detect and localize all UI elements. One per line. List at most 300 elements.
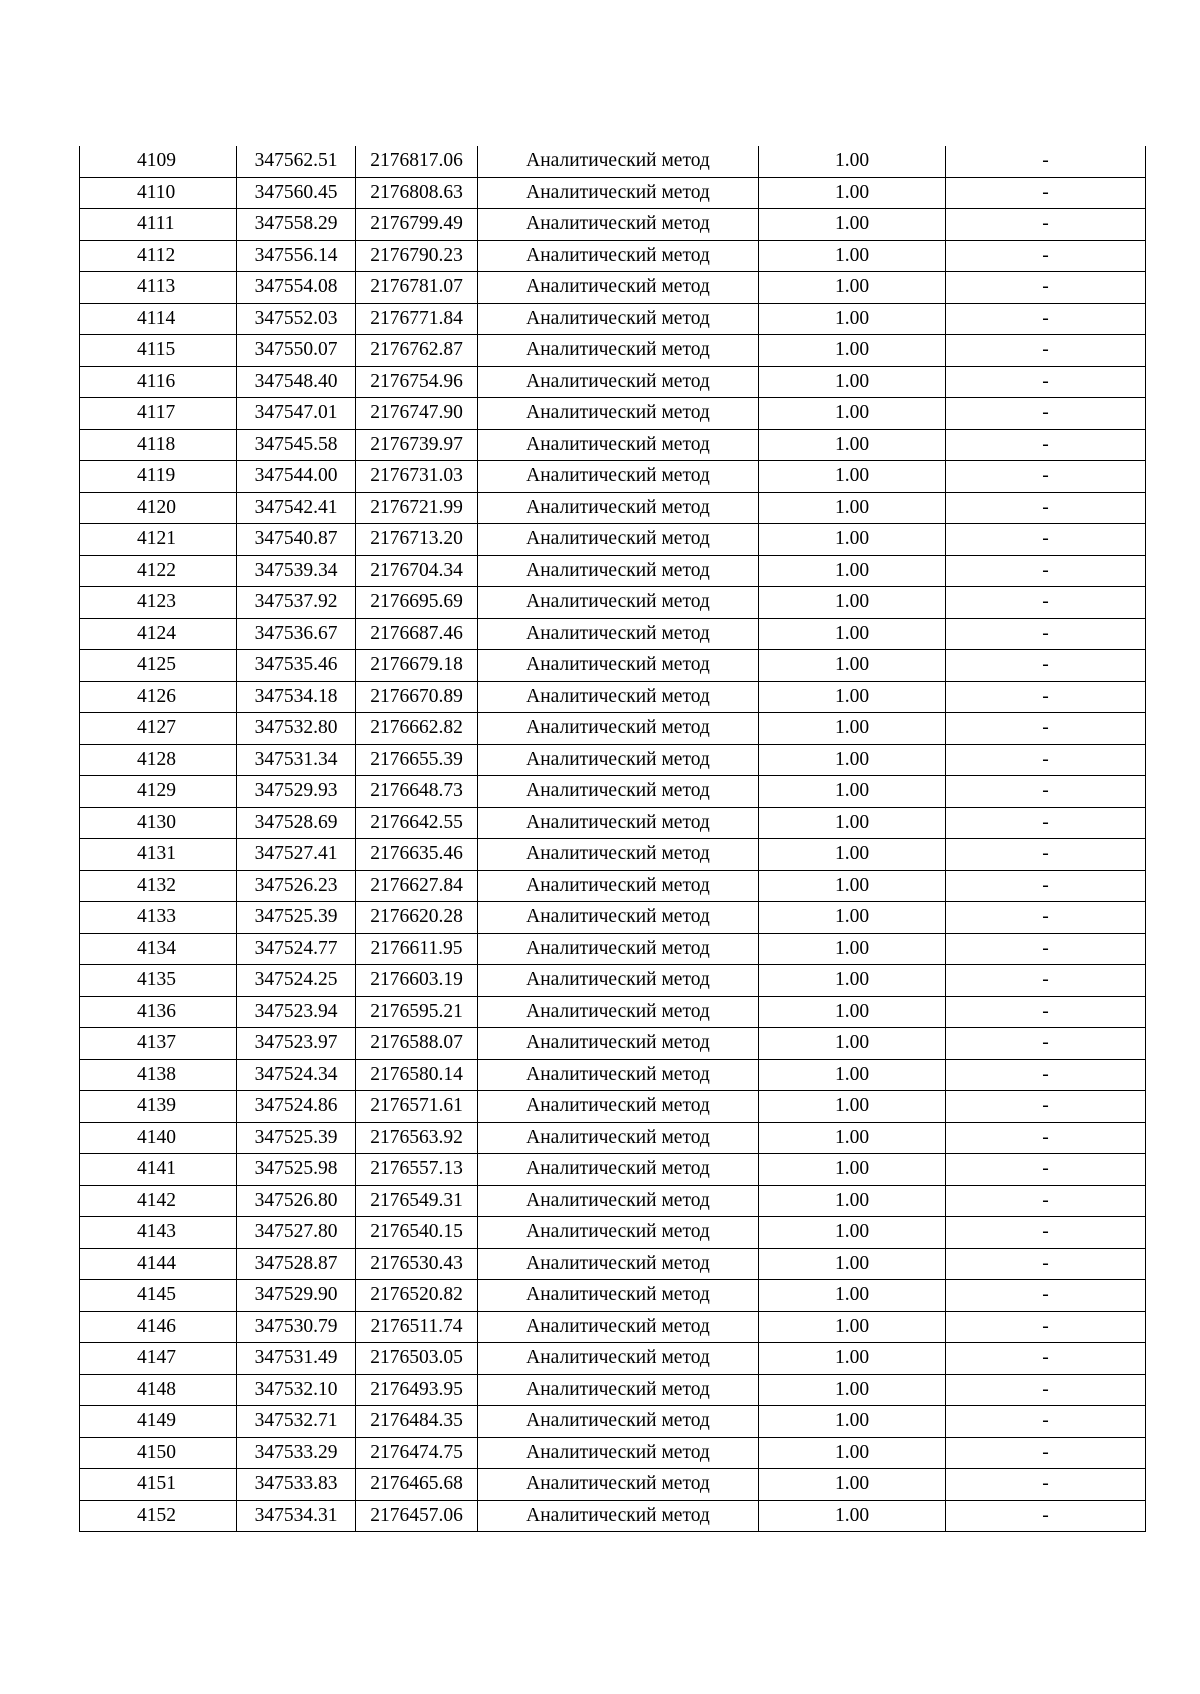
- point-number-cell: 4119: [80, 461, 237, 493]
- precision-cell: 1.00: [759, 1374, 946, 1406]
- note-cell: -: [946, 1185, 1146, 1217]
- method-cell: Аналитический метод: [478, 461, 759, 493]
- note-cell: -: [946, 587, 1146, 619]
- note-cell: -: [946, 335, 1146, 367]
- x-coordinate-cell: 347527.80: [237, 1217, 356, 1249]
- precision-cell: 1.00: [759, 870, 946, 902]
- precision-cell: 1.00: [759, 1091, 946, 1123]
- note-cell: -: [946, 1028, 1146, 1060]
- note-cell: -: [946, 146, 1146, 177]
- point-number-cell: 4121: [80, 524, 237, 556]
- x-coordinate-cell: 347562.51: [237, 146, 356, 177]
- y-coordinate-cell: 2176503.05: [356, 1343, 478, 1375]
- note-cell: -: [946, 177, 1146, 209]
- precision-cell: 1.00: [759, 1217, 946, 1249]
- method-cell: Аналитический метод: [478, 1122, 759, 1154]
- precision-cell: 1.00: [759, 461, 946, 493]
- note-cell: -: [946, 461, 1146, 493]
- precision-cell: 1.00: [759, 272, 946, 304]
- note-cell: -: [946, 429, 1146, 461]
- method-cell: Аналитический метод: [478, 1154, 759, 1186]
- note-cell: -: [946, 555, 1146, 587]
- point-number-cell: 4120: [80, 492, 237, 524]
- note-cell: -: [946, 839, 1146, 871]
- precision-cell: 1.00: [759, 366, 946, 398]
- table-row: [80, 870, 1146, 902]
- y-coordinate-cell: 2176799.49: [356, 209, 478, 241]
- point-number-cell: 4122: [80, 555, 237, 587]
- note-cell: -: [946, 272, 1146, 304]
- table-row: [80, 1500, 1146, 1532]
- precision-cell: 1.00: [759, 650, 946, 682]
- table-row: [80, 524, 1146, 556]
- point-number-cell: 4109: [80, 146, 237, 177]
- point-number-cell: 4116: [80, 366, 237, 398]
- method-cell: Аналитический метод: [478, 681, 759, 713]
- point-number-cell: 4115: [80, 335, 237, 367]
- note-cell: -: [946, 1154, 1146, 1186]
- y-coordinate-cell: 2176557.13: [356, 1154, 478, 1186]
- method-cell: Аналитический метод: [478, 965, 759, 997]
- point-number-cell: 4146: [80, 1311, 237, 1343]
- y-coordinate-cell: 2176642.55: [356, 807, 478, 839]
- table-row: [80, 587, 1146, 619]
- note-cell: -: [946, 776, 1146, 808]
- x-coordinate-cell: 347523.94: [237, 996, 356, 1028]
- precision-cell: 1.00: [759, 744, 946, 776]
- x-coordinate-cell: 347539.34: [237, 555, 356, 587]
- method-cell: Аналитический метод: [478, 1500, 759, 1532]
- x-coordinate-cell: 347525.39: [237, 902, 356, 934]
- precision-cell: 1.00: [759, 303, 946, 335]
- method-cell: Аналитический метод: [478, 1091, 759, 1123]
- method-cell: Аналитический метод: [478, 555, 759, 587]
- method-cell: Аналитический метод: [478, 335, 759, 367]
- table-row: [80, 429, 1146, 461]
- x-coordinate-cell: 347529.93: [237, 776, 356, 808]
- method-cell: Аналитический метод: [478, 902, 759, 934]
- table-row: [80, 1437, 1146, 1469]
- table-row: [80, 713, 1146, 745]
- point-number-cell: 4151: [80, 1469, 237, 1501]
- note-cell: -: [946, 1217, 1146, 1249]
- precision-cell: 1.00: [759, 933, 946, 965]
- table-row: [80, 1185, 1146, 1217]
- point-number-cell: 4118: [80, 429, 237, 461]
- y-coordinate-cell: 2176754.96: [356, 366, 478, 398]
- table-row: [80, 1154, 1146, 1186]
- point-number-cell: 4138: [80, 1059, 237, 1091]
- method-cell: Аналитический метод: [478, 429, 759, 461]
- table-row: [80, 209, 1146, 241]
- note-cell: -: [946, 366, 1146, 398]
- note-cell: -: [946, 1374, 1146, 1406]
- precision-cell: 1.00: [759, 1343, 946, 1375]
- precision-cell: 1.00: [759, 1406, 946, 1438]
- y-coordinate-cell: 2176484.35: [356, 1406, 478, 1438]
- x-coordinate-cell: 347552.03: [237, 303, 356, 335]
- method-cell: Аналитический метод: [478, 1374, 759, 1406]
- x-coordinate-cell: 347530.79: [237, 1311, 356, 1343]
- x-coordinate-cell: 347540.87: [237, 524, 356, 556]
- table-row: [80, 1059, 1146, 1091]
- precision-cell: 1.00: [759, 776, 946, 808]
- y-coordinate-cell: 2176493.95: [356, 1374, 478, 1406]
- y-coordinate-cell: 2176695.69: [356, 587, 478, 619]
- note-cell: -: [946, 1059, 1146, 1091]
- coordinates-table: [79, 146, 1146, 1532]
- x-coordinate-cell: 347524.25: [237, 965, 356, 997]
- point-number-cell: 4139: [80, 1091, 237, 1123]
- x-coordinate-cell: 347526.23: [237, 870, 356, 902]
- y-coordinate-cell: 2176648.73: [356, 776, 478, 808]
- y-coordinate-cell: 2176655.39: [356, 744, 478, 776]
- method-cell: Аналитический метод: [478, 1217, 759, 1249]
- y-coordinate-cell: 2176731.03: [356, 461, 478, 493]
- y-coordinate-cell: 2176662.82: [356, 713, 478, 745]
- method-cell: Аналитический метод: [478, 1059, 759, 1091]
- point-number-cell: 4149: [80, 1406, 237, 1438]
- precision-cell: 1.00: [759, 965, 946, 997]
- coordinates-table-body: [80, 146, 1146, 1532]
- point-number-cell: 4140: [80, 1122, 237, 1154]
- method-cell: Аналитический метод: [478, 1469, 759, 1501]
- precision-cell: 1.00: [759, 807, 946, 839]
- method-cell: Аналитический метод: [478, 1280, 759, 1312]
- point-number-cell: 4114: [80, 303, 237, 335]
- x-coordinate-cell: 347524.86: [237, 1091, 356, 1123]
- method-cell: Аналитический метод: [478, 177, 759, 209]
- method-cell: Аналитический метод: [478, 492, 759, 524]
- method-cell: Аналитический метод: [478, 776, 759, 808]
- note-cell: -: [946, 681, 1146, 713]
- y-coordinate-cell: 2176679.18: [356, 650, 478, 682]
- point-number-cell: 4126: [80, 681, 237, 713]
- precision-cell: 1.00: [759, 240, 946, 272]
- point-number-cell: 4128: [80, 744, 237, 776]
- method-cell: Аналитический метод: [478, 1406, 759, 1438]
- table-row: [80, 965, 1146, 997]
- method-cell: Аналитический метод: [478, 744, 759, 776]
- y-coordinate-cell: 2176627.84: [356, 870, 478, 902]
- table-row: [80, 146, 1146, 177]
- table-row: [80, 335, 1146, 367]
- method-cell: Аналитический метод: [478, 839, 759, 871]
- y-coordinate-cell: 2176739.97: [356, 429, 478, 461]
- x-coordinate-cell: 347537.92: [237, 587, 356, 619]
- table-row: [80, 1122, 1146, 1154]
- method-cell: Аналитический метод: [478, 933, 759, 965]
- method-cell: Аналитический метод: [478, 996, 759, 1028]
- precision-cell: 1.00: [759, 1280, 946, 1312]
- method-cell: Аналитический метод: [478, 1437, 759, 1469]
- x-coordinate-cell: 347533.83: [237, 1469, 356, 1501]
- method-cell: Аналитический метод: [478, 1343, 759, 1375]
- x-coordinate-cell: 347531.49: [237, 1343, 356, 1375]
- table-row: [80, 366, 1146, 398]
- x-coordinate-cell: 347535.46: [237, 650, 356, 682]
- note-cell: -: [946, 209, 1146, 241]
- precision-cell: 1.00: [759, 587, 946, 619]
- point-number-cell: 4137: [80, 1028, 237, 1060]
- table-row: [80, 1091, 1146, 1123]
- x-coordinate-cell: 347524.77: [237, 933, 356, 965]
- note-cell: -: [946, 650, 1146, 682]
- x-coordinate-cell: 347536.67: [237, 618, 356, 650]
- table-row: [80, 1343, 1146, 1375]
- x-coordinate-cell: 347558.29: [237, 209, 356, 241]
- y-coordinate-cell: 2176771.84: [356, 303, 478, 335]
- y-coordinate-cell: 2176549.31: [356, 1185, 478, 1217]
- point-number-cell: 4113: [80, 272, 237, 304]
- point-number-cell: 4131: [80, 839, 237, 871]
- precision-cell: 1.00: [759, 1248, 946, 1280]
- point-number-cell: 4129: [80, 776, 237, 808]
- table-row: [80, 555, 1146, 587]
- method-cell: Аналитический метод: [478, 618, 759, 650]
- x-coordinate-cell: 347526.80: [237, 1185, 356, 1217]
- precision-cell: 1.00: [759, 492, 946, 524]
- y-coordinate-cell: 2176635.46: [356, 839, 478, 871]
- note-cell: -: [946, 744, 1146, 776]
- point-number-cell: 4111: [80, 209, 237, 241]
- note-cell: -: [946, 1248, 1146, 1280]
- note-cell: -: [946, 1280, 1146, 1312]
- x-coordinate-cell: 347556.14: [237, 240, 356, 272]
- table-row: [80, 933, 1146, 965]
- table-row: [80, 839, 1146, 871]
- table-row: [80, 240, 1146, 272]
- note-cell: -: [946, 902, 1146, 934]
- method-cell: Аналитический метод: [478, 1311, 759, 1343]
- y-coordinate-cell: 2176762.87: [356, 335, 478, 367]
- y-coordinate-cell: 2176704.34: [356, 555, 478, 587]
- method-cell: Аналитический метод: [478, 209, 759, 241]
- point-number-cell: 4150: [80, 1437, 237, 1469]
- table-row: [80, 398, 1146, 430]
- note-cell: -: [946, 933, 1146, 965]
- y-coordinate-cell: 2176580.14: [356, 1059, 478, 1091]
- point-number-cell: 4136: [80, 996, 237, 1028]
- y-coordinate-cell: 2176603.19: [356, 965, 478, 997]
- point-number-cell: 4134: [80, 933, 237, 965]
- x-coordinate-cell: 347554.08: [237, 272, 356, 304]
- table-row: [80, 744, 1146, 776]
- method-cell: Аналитический метод: [478, 870, 759, 902]
- method-cell: Аналитический метод: [478, 303, 759, 335]
- x-coordinate-cell: 347525.98: [237, 1154, 356, 1186]
- precision-cell: 1.00: [759, 618, 946, 650]
- precision-cell: 1.00: [759, 524, 946, 556]
- table-row: [80, 1374, 1146, 1406]
- x-coordinate-cell: 347527.41: [237, 839, 356, 871]
- x-coordinate-cell: 347531.34: [237, 744, 356, 776]
- y-coordinate-cell: 2176611.95: [356, 933, 478, 965]
- precision-cell: 1.00: [759, 1500, 946, 1532]
- method-cell: Аналитический метод: [478, 587, 759, 619]
- y-coordinate-cell: 2176465.68: [356, 1469, 478, 1501]
- precision-cell: 1.00: [759, 1122, 946, 1154]
- method-cell: Аналитический метод: [478, 398, 759, 430]
- precision-cell: 1.00: [759, 1469, 946, 1501]
- point-number-cell: 4133: [80, 902, 237, 934]
- note-cell: -: [946, 870, 1146, 902]
- x-coordinate-cell: 347529.90: [237, 1280, 356, 1312]
- y-coordinate-cell: 2176520.82: [356, 1280, 478, 1312]
- note-cell: -: [946, 524, 1146, 556]
- table-row: [80, 1280, 1146, 1312]
- x-coordinate-cell: 347547.01: [237, 398, 356, 430]
- precision-cell: 1.00: [759, 902, 946, 934]
- y-coordinate-cell: 2176620.28: [356, 902, 478, 934]
- point-number-cell: 4135: [80, 965, 237, 997]
- y-coordinate-cell: 2176808.63: [356, 177, 478, 209]
- note-cell: -: [946, 713, 1146, 745]
- x-coordinate-cell: 347532.10: [237, 1374, 356, 1406]
- precision-cell: 1.00: [759, 1154, 946, 1186]
- point-number-cell: 4123: [80, 587, 237, 619]
- y-coordinate-cell: 2176781.07: [356, 272, 478, 304]
- y-coordinate-cell: 2176563.92: [356, 1122, 478, 1154]
- x-coordinate-cell: 347524.34: [237, 1059, 356, 1091]
- y-coordinate-cell: 2176817.06: [356, 146, 478, 177]
- point-number-cell: 4144: [80, 1248, 237, 1280]
- table-row: [80, 650, 1146, 682]
- y-coordinate-cell: 2176474.75: [356, 1437, 478, 1469]
- precision-cell: 1.00: [759, 555, 946, 587]
- note-cell: -: [946, 618, 1146, 650]
- point-number-cell: 4117: [80, 398, 237, 430]
- point-number-cell: 4132: [80, 870, 237, 902]
- note-cell: -: [946, 398, 1146, 430]
- precision-cell: 1.00: [759, 1185, 946, 1217]
- point-number-cell: 4152: [80, 1500, 237, 1532]
- note-cell: -: [946, 1091, 1146, 1123]
- precision-cell: 1.00: [759, 996, 946, 1028]
- y-coordinate-cell: 2176747.90: [356, 398, 478, 430]
- point-number-cell: 4112: [80, 240, 237, 272]
- x-coordinate-cell: 347542.41: [237, 492, 356, 524]
- note-cell: -: [946, 996, 1146, 1028]
- precision-cell: 1.00: [759, 1059, 946, 1091]
- x-coordinate-cell: 347525.39: [237, 1122, 356, 1154]
- method-cell: Аналитический метод: [478, 524, 759, 556]
- precision-cell: 1.00: [759, 1437, 946, 1469]
- y-coordinate-cell: 2176457.06: [356, 1500, 478, 1532]
- note-cell: -: [946, 807, 1146, 839]
- precision-cell: 1.00: [759, 146, 946, 177]
- y-coordinate-cell: 2176571.61: [356, 1091, 478, 1123]
- table-row: [80, 492, 1146, 524]
- x-coordinate-cell: 347532.71: [237, 1406, 356, 1438]
- table-row: [80, 1469, 1146, 1501]
- table-row: [80, 1217, 1146, 1249]
- note-cell: -: [946, 1500, 1146, 1532]
- x-coordinate-cell: 347560.45: [237, 177, 356, 209]
- note-cell: -: [946, 1469, 1146, 1501]
- method-cell: Аналитический метод: [478, 272, 759, 304]
- point-number-cell: 4110: [80, 177, 237, 209]
- y-coordinate-cell: 2176790.23: [356, 240, 478, 272]
- method-cell: Аналитический метод: [478, 366, 759, 398]
- precision-cell: 1.00: [759, 429, 946, 461]
- y-coordinate-cell: 2176588.07: [356, 1028, 478, 1060]
- method-cell: Аналитический метод: [478, 240, 759, 272]
- precision-cell: 1.00: [759, 1028, 946, 1060]
- note-cell: -: [946, 303, 1146, 335]
- y-coordinate-cell: 2176595.21: [356, 996, 478, 1028]
- precision-cell: 1.00: [759, 1311, 946, 1343]
- x-coordinate-cell: 347548.40: [237, 366, 356, 398]
- table-row: [80, 776, 1146, 808]
- point-number-cell: 4141: [80, 1154, 237, 1186]
- method-cell: Аналитический метод: [478, 1185, 759, 1217]
- table-row: [80, 902, 1146, 934]
- note-cell: -: [946, 1311, 1146, 1343]
- x-coordinate-cell: 347528.87: [237, 1248, 356, 1280]
- table-row: [80, 681, 1146, 713]
- method-cell: Аналитический метод: [478, 1028, 759, 1060]
- table-row: [80, 996, 1146, 1028]
- point-number-cell: 4145: [80, 1280, 237, 1312]
- note-cell: -: [946, 492, 1146, 524]
- note-cell: -: [946, 965, 1146, 997]
- table-row: [80, 303, 1146, 335]
- method-cell: Аналитический метод: [478, 713, 759, 745]
- note-cell: -: [946, 1343, 1146, 1375]
- x-coordinate-cell: 347532.80: [237, 713, 356, 745]
- point-number-cell: 4142: [80, 1185, 237, 1217]
- y-coordinate-cell: 2176687.46: [356, 618, 478, 650]
- x-coordinate-cell: 347534.18: [237, 681, 356, 713]
- precision-cell: 1.00: [759, 209, 946, 241]
- table-row: [80, 1248, 1146, 1280]
- precision-cell: 1.00: [759, 713, 946, 745]
- point-number-cell: 4148: [80, 1374, 237, 1406]
- method-cell: Аналитический метод: [478, 807, 759, 839]
- point-number-cell: 4147: [80, 1343, 237, 1375]
- x-coordinate-cell: 347550.07: [237, 335, 356, 367]
- y-coordinate-cell: 2176530.43: [356, 1248, 478, 1280]
- method-cell: Аналитический метод: [478, 1248, 759, 1280]
- precision-cell: 1.00: [759, 839, 946, 871]
- note-cell: -: [946, 1122, 1146, 1154]
- y-coordinate-cell: 2176713.20: [356, 524, 478, 556]
- x-coordinate-cell: 347534.31: [237, 1500, 356, 1532]
- table-row: [80, 1311, 1146, 1343]
- x-coordinate-cell: 347523.97: [237, 1028, 356, 1060]
- point-number-cell: 4125: [80, 650, 237, 682]
- x-coordinate-cell: 347528.69: [237, 807, 356, 839]
- table-row: [80, 618, 1146, 650]
- x-coordinate-cell: 347544.00: [237, 461, 356, 493]
- note-cell: -: [946, 1406, 1146, 1438]
- precision-cell: 1.00: [759, 335, 946, 367]
- table-row: [80, 461, 1146, 493]
- note-cell: -: [946, 1437, 1146, 1469]
- point-number-cell: 4127: [80, 713, 237, 745]
- table-row: [80, 177, 1146, 209]
- method-cell: Аналитический метод: [478, 650, 759, 682]
- method-cell: Аналитический метод: [478, 146, 759, 177]
- y-coordinate-cell: 2176511.74: [356, 1311, 478, 1343]
- point-number-cell: 4130: [80, 807, 237, 839]
- table-row: [80, 272, 1146, 304]
- point-number-cell: 4124: [80, 618, 237, 650]
- y-coordinate-cell: 2176670.89: [356, 681, 478, 713]
- precision-cell: 1.00: [759, 177, 946, 209]
- table-row: [80, 807, 1146, 839]
